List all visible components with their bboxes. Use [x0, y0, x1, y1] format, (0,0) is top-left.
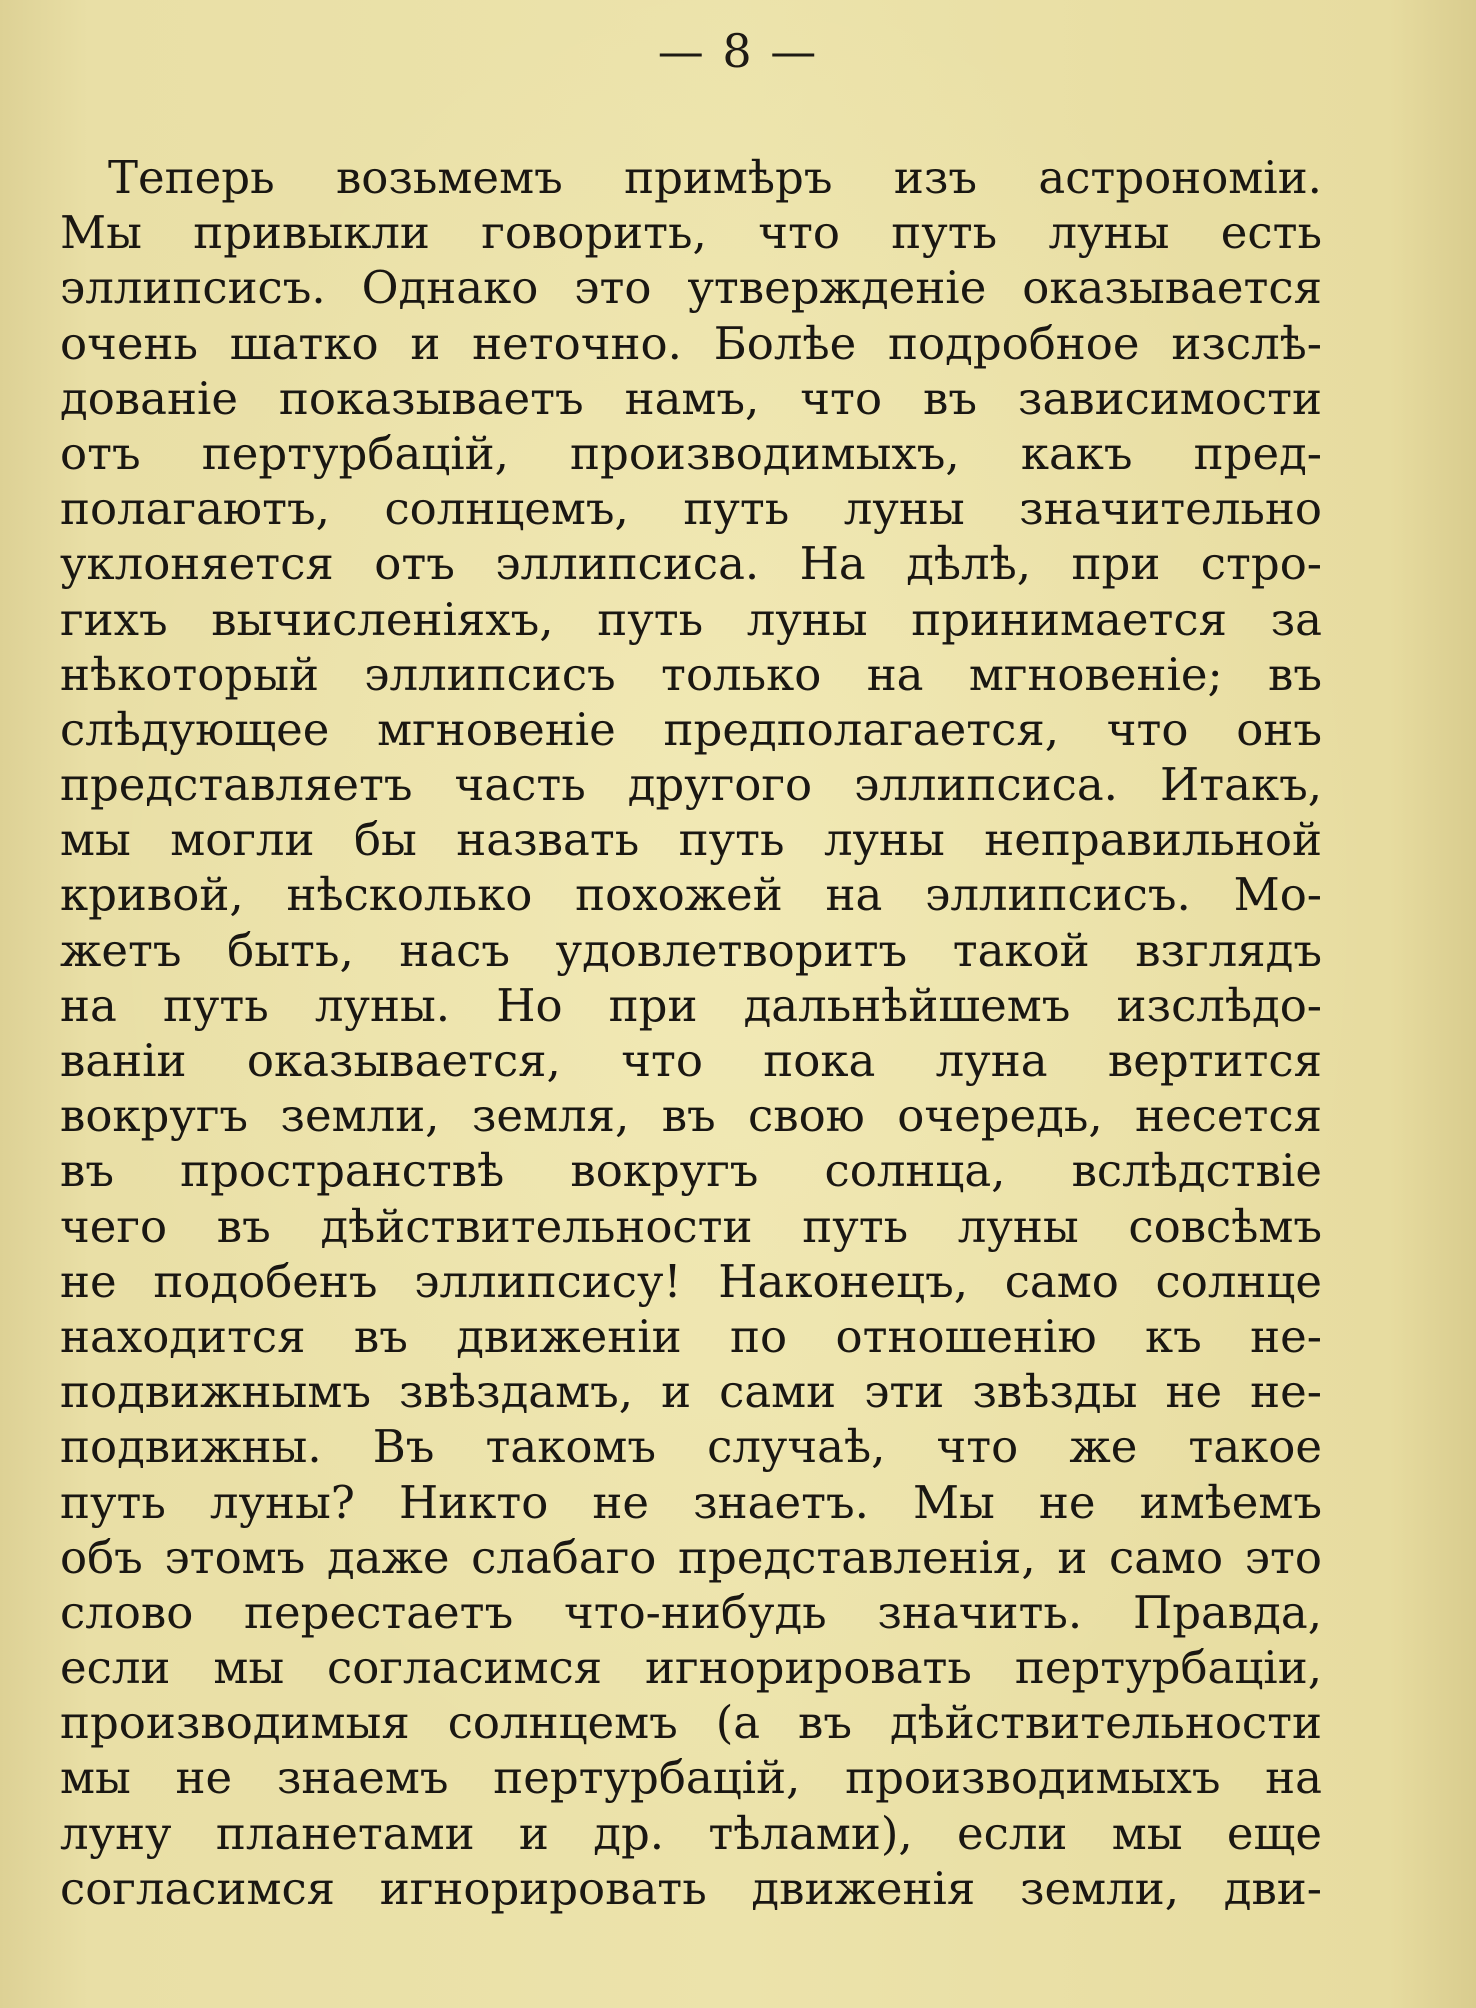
text-line: не подобенъ эллипсису! Наконецъ, само солнце	[60, 1254, 1322, 1308]
text-line: эллипсисъ. Однако это утвержденіе оказывается	[60, 261, 1322, 315]
text-line: слѣдующее мгновеніе предполагается, что онъ	[60, 702, 1322, 756]
text-line: дованіе показываетъ намъ, что въ зависимости	[60, 371, 1322, 425]
text-line: подвижнымъ звѣздамъ, и сами эти звѣзды не не-	[60, 1365, 1322, 1419]
text-line: Мы привыкли говорить, что путь луны есть	[60, 206, 1322, 260]
text-line: гихъ вычисленіяхъ, путь луны принимается за	[60, 592, 1322, 646]
text-line: отъ пертурбацій, производимыхъ, какъ пред-	[60, 426, 1322, 480]
text-line: чего въ дѣйствительности путь луны совсѣмъ	[60, 1199, 1322, 1253]
text-line: находится въ движеніи по отношенію къ не-	[60, 1309, 1322, 1363]
text-line: слово перестаетъ что-нибудь значить. Правда,	[60, 1585, 1322, 1639]
text-line: производимыя солнцемъ (а въ дѣйствительности	[60, 1696, 1322, 1750]
text-line: полагаютъ, солнцемъ, путь луны значительно	[60, 482, 1322, 536]
text-line: въ пространствѣ вокругъ солнца, вслѣдствіе	[60, 1144, 1322, 1198]
body-text	[60, 150, 1322, 1916]
text-line: нѣкоторый эллипсисъ только на мгновеніе; въ	[60, 647, 1322, 701]
text-line: жетъ быть, насъ удовлетворитъ такой взглядъ	[60, 923, 1322, 977]
text-line: мы не знаемъ пертурбацій, производимыхъ на	[60, 1751, 1322, 1805]
text-line: путь луны? Никто не знаетъ. Мы не имѣемъ	[60, 1475, 1322, 1529]
text-line: кривой, нѣсколько похожей на эллипсисъ. Мо-	[60, 868, 1322, 922]
page-number: — 8 —	[657, 24, 819, 78]
text-line: если мы согласимся игнорировать пертурбаціи,	[60, 1641, 1322, 1695]
text-line: согласимся игнорировать движенія земли, дви-	[60, 1861, 1322, 1915]
text-line: подвижны. Въ такомъ случаѣ, что же такое	[60, 1420, 1322, 1474]
text-line: представляетъ часть другого эллипсиса. Итакъ,	[60, 758, 1322, 812]
text-line: Теперь возьмемъ примѣръ изъ астрономіи.	[108, 151, 1322, 204]
text-line: на путь луны. Но при дальнѣйшемъ изслѣдо-	[60, 978, 1322, 1032]
text-line: вокругъ земли, земля, въ свою очередь, несется	[60, 1089, 1322, 1143]
text-line: очень шатко и неточно. Болѣе подробное изслѣ-	[60, 316, 1322, 370]
text-line: ваніи оказывается, что пока луна вертится	[60, 1034, 1322, 1087]
text-line: уклоняется отъ эллипсиса. На дѣлѣ, при стро-	[60, 537, 1322, 591]
text-line: объ этомъ даже слабаго представленія, и само это	[60, 1530, 1322, 1584]
text-line: луну планетами и др. тѣлами), если мы еще	[60, 1806, 1322, 1860]
text-line: мы могли бы назвать путь луны неправильной	[60, 813, 1322, 867]
